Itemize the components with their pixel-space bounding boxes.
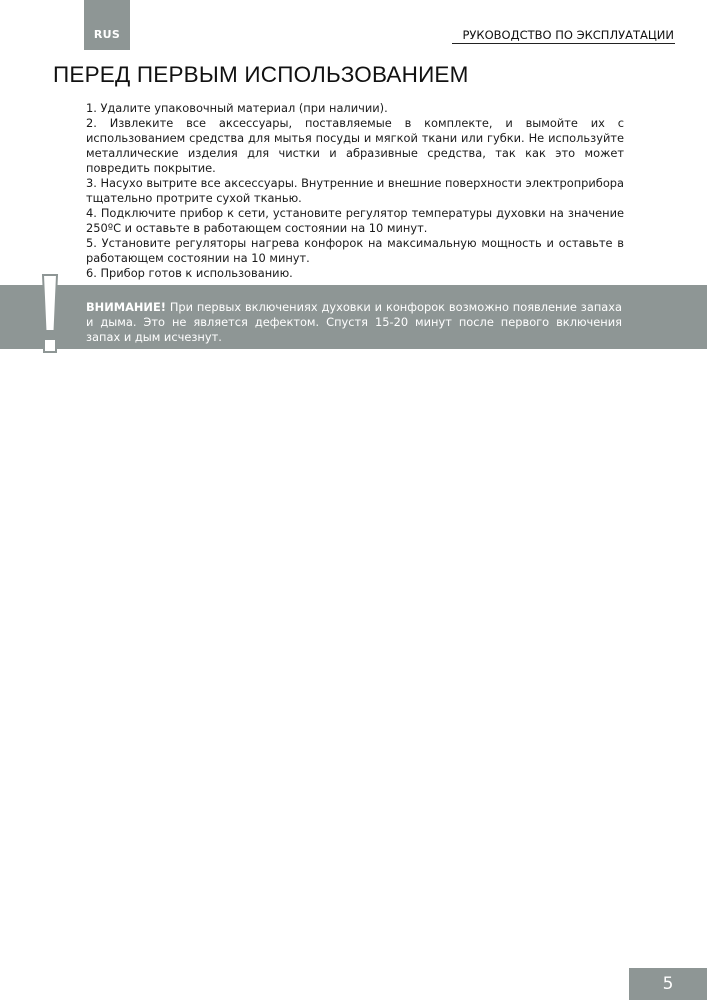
step-item: 2. Извлеките все аксессуары, поставляемые в комплекте, и вымойте их с использованием средства для мытья посуды и мягкой ткани или губки. Не используйте металлические изделия для чистки и абразивные средства, так как это может повредить покрытие. [86, 116, 624, 175]
step-item: 6. Прибор готов к использованию. [86, 266, 293, 280]
language-code: RUS [93, 28, 121, 41]
warning-body: При первых включениях духовки и конфорок возможно появление запаха и дыма. Это не является дефектом. Спустя 15-20 минут после первого включения запах и дым исчезнут. [86, 300, 622, 344]
step-item: 3. Насухо вытрите все аксессуары. Внутренние и внешние поверхности электроприбора тщательно протрите сухой тканью. [86, 176, 624, 205]
step-item: 4. Подключите прибор к сети, установите регулятор температуры духовки на значение 250ºС и оставьте в работающем состоянии на 10 минут. [86, 206, 624, 235]
page-number-box [629, 968, 707, 1000]
page-number: 5 [662, 974, 674, 994]
step-item: 1. Удалите упаковочный материал (при наличии). [86, 101, 388, 115]
language-tab [84, 0, 130, 50]
exclamation-icon [41, 273, 59, 356]
steps-list [86, 101, 624, 281]
step-item: 5. Установите регуляторы нагрева конфорок на максимальную мощность и оставьте в работающем состоянии на 10 минут. [86, 236, 624, 265]
warning-label: ВНИМАНИЕ! [86, 300, 166, 314]
document-type-header: РУКОВОДСТВО ПО ЭКСПЛУАТАЦИИ [462, 28, 674, 42]
page-title: ПЕРЕД ПЕРВЫМ ИСПОЛЬЗОВАНИЕМ [53, 62, 469, 87]
warning-text [86, 300, 622, 345]
header-underline [452, 43, 675, 44]
